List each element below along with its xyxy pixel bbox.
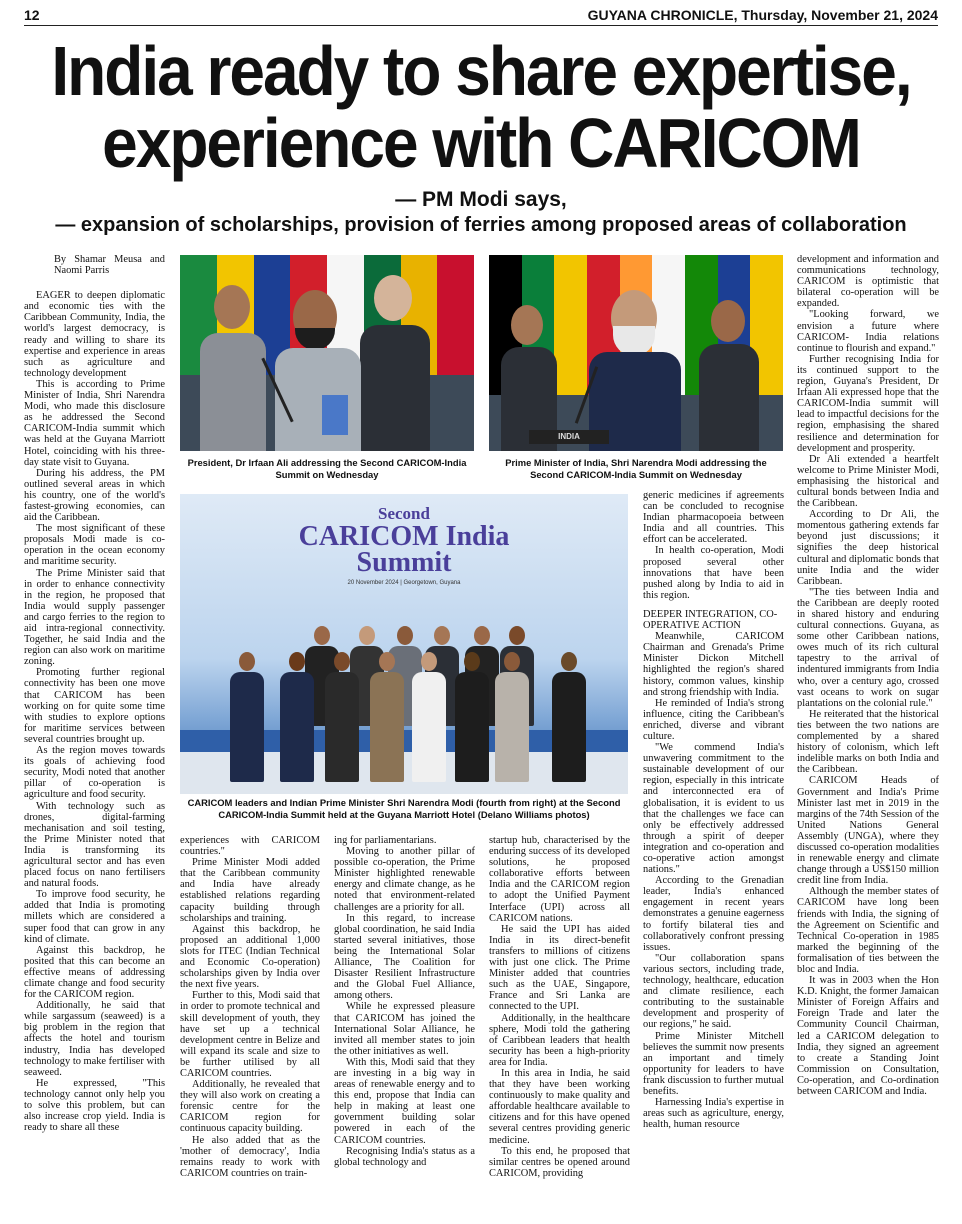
paragraph: Dr Ali extended a heartfelt welcome to Prime Minister Modi, emphasising the historical and cultural bonds between India and the Caribbean. <box>797 453 939 510</box>
paragraph: Moving to another pillar of possible co-operation, the Prime Minister highlighted renewable energy and climate change, as he noted that environment-related challenges are a priority for all. <box>334 846 475 913</box>
paragraph: According to Dr Ali, the momentous gathering extends far beyond just discussions; it signifies the deep historical cultural and diplomatic bonds that unite India and the wider Caribbean. <box>797 509 939 587</box>
paragraph: The most significant of these proposals Modi made is co-operation in the ocean economy and maritime security. <box>24 523 165 568</box>
paragraph: He said the UPI has aided India in its direct-benefit transfers to millions of citizens with just one click. The Prime Minister added that countries such as the UAE, Singapore, France and Sri Lanka are connected to the UPI. <box>489 923 630 1013</box>
paragraph: Recognising India's status as a global technology and <box>334 1145 475 1168</box>
paragraph: In health co-operation, Modi proposed several other innovations that have been pushed along by India to aid in this region. <box>643 545 784 601</box>
subhead-line-1: — PM Modi says, <box>395 188 567 211</box>
paragraph: To improve food security, he added that India is promoting millets which are considered a super food that can grow in any kind of climate. <box>24 889 165 945</box>
paragraph: To this end, he proposed that similar centres be opened around CARICOM, providing <box>489 1145 630 1179</box>
paragraph: "The ties between India and the Caribbean are deeply rooted in shared history and enduring cultural connections. Guyana, as some other Caribbean nations, owes much of its rich cultural tapestry to the arrival of indentured immigrants from India who, over a century ago, crossed vast oceans to work on sugar plantations on the colonial rule." <box>797 586 939 709</box>
paragraph: generic medicines if agreements can be concluded to recognise Indian pharmacopoeia between India and all countries. This effort can be accelerated. <box>643 490 784 546</box>
column-1-body <box>24 290 165 1133</box>
paragraph: Additionally, he revealed that they will also work on creating a forensic centre for the CARICOM region for continuous capacity building. <box>180 1079 320 1135</box>
backdrop-summit: Summit <box>356 547 452 578</box>
caption-president-ali: President, Dr Irfaan Ali addressing the Second CARICOM-India Summit on Wednesday <box>187 457 467 480</box>
paragraph: Prime Minister Modi added that the Caribbean community and India have already established relations regarding capacity building through scholarships and training. <box>180 857 320 924</box>
paragraph: Additionally, in the healthcare sphere, Modi told the gathering of Caribbean leaders that health security has been a high-priority area for India. <box>489 1012 630 1068</box>
paragraph: Against this backdrop, he proposed an additional 1,000 slots for ITEC (Indian Technical and Economic Co-operation) scholarships given by India over the next five years. <box>180 923 320 991</box>
paragraph: Promoting further regional connectivity has been one move that CARICOM has been working on for quite some time with studies to explore options for maritime services between several countries brought up. <box>24 667 165 745</box>
article-column-5 <box>797 254 939 1218</box>
article-column-4-upper <box>643 490 784 1218</box>
article-column-3 <box>334 835 475 1218</box>
paragraph: According to the Grenadian leader, India's enhanced engagement in recent years demonstrates a genuine eagerness to fortify bilateral ties and collaboratively confront pressing issues. <box>643 875 784 953</box>
backdrop-caricom-india: CARICOM India <box>298 521 510 552</box>
paragraph: He reminded of India's strong influence, citing the Caribbean's enriched, diverse and vibrant culture. <box>643 697 784 742</box>
paragraph: Harnessing India's expertise in areas such as agriculture, energy, health, human resource <box>643 1097 784 1131</box>
photo-pm-modi <box>489 255 783 451</box>
backdrop-date: 20 November 2024 | Georgetown, Guyana <box>347 580 461 586</box>
paragraph: Prime Minister Mitchell believes the summit now presents an important and timely opportunity for leaders to have frank discussion to further mutual benefits. <box>643 1030 784 1097</box>
paragraph: Further recognising India for its continued support to the region, Guyana's President, Dr Irfaan Ali expressed hope that the CARICOM-India summit will lead to impactful decisions for the region, emphasising the shared resilience and determination for development and prosperity. <box>797 353 939 454</box>
page-number: 12 <box>24 7 40 23</box>
byline: By Shamar Meusa and Naomi Parris <box>54 254 165 277</box>
article-column-2 <box>180 835 320 1218</box>
paragraph: In this regard, to increase global coordination, he said India started several initiatives, those being the International Solar Alliance, The Coalition for Disaster Resilient Infrastructure and the Global Fuel Alliance, among others. <box>334 912 475 1002</box>
paragraph: In this area in India, he said that they have been working continuously to make quality and affordable healthcare available to citizens and for this have opened several centres providing generic medicine. <box>489 1067 630 1146</box>
paragraph: The Prime Minister said that in order to enhance connectivity in the region, he proposed that India would supply passenger and cargo ferries to the region to aid intra-regional connectivity. Together, he said India and the region can also work on maritime zoning. <box>24 567 165 668</box>
article-column-4-lower <box>489 835 630 1218</box>
article-column-1 <box>24 254 165 1218</box>
paragraph: He reiterated that the historical ties between the two nations are complemented by a shared history of colonism, which left indelible marks on both India and the Caribbean. <box>797 708 939 776</box>
group-of-leaders <box>180 494 628 794</box>
paragraph: Against this backdrop, he posited that this can become an effective means of addressing climate change and food security for the CARICOM region. <box>24 944 165 1001</box>
edition-line: GUYANA CHRONICLE, Thursday, November 21, 2024 <box>587 7 938 23</box>
paragraph: He expressed, "This technology cannot only help you to solve this problem, but can also increase crop yield. India is ready to share all these <box>24 1077 165 1134</box>
caption-group-summit: CARICOM leaders and Indian Prime Minister Shri Narendra Modi (fourth from right) at the Second CARICOM-India Summit held at the Guyana Marriott Hotel (Delano Williams photos) <box>187 797 621 820</box>
paragraph: startup hub, characterised by the enduring success of its developed solutions, he proposed collaborative efforts between India and the CARICOM region to adopt the Unified Payment Interface (UPI) across all CARICOM nations. <box>489 835 630 924</box>
paragraph: Additionally, he said that while sargassum (seaweed) is a big problem in the region that affects the hotel and tourism industry, India has developed technology to make fertiliser with seaweed. <box>24 1000 165 1078</box>
paragraph: ing for parliamentarians. <box>334 835 437 846</box>
paragraph: CARICOM Heads of Government and India's Prime Minister last met in 2019 in the margins of the 74th Session of the United Nations General Assembly (UNGA), where they discussed co-operation modalities in renewable energy and climate change through a US$150 million credit line from India. <box>797 775 939 887</box>
paragraph: With this, Modi said that they are investing in a big way in areas of renewable energy and to this end, propose that India can help in making at least one government building solar powered in each of the CARICOM countries. <box>334 1056 475 1146</box>
page-header <box>24 6 938 26</box>
backdrop-second: Second <box>378 504 430 523</box>
headline-line-2: experience with CARICOM <box>102 104 860 182</box>
paragraph: It was in 2003 when the Hon K.D. Knight, the former Jamaican Minister of Foreign Affairs and Foreign Trade and later the Community Council Chairman, led a CARICOM delegation to India, they signed an agreement to create a Standing Joint Commission on Consultation, Co-operation, and Co-ordination between CARICOM and India. <box>797 975 939 1098</box>
paragraph: He also added that as the 'mother of democracy', India remains ready to work with CARICOM countries on train- <box>180 1134 320 1179</box>
paragraph: During his address, the PM outlined several areas in which his country, one of the world's fastest-growing economies, can aid the Caribbean. <box>24 467 165 524</box>
paragraph: While he expressed pleasure that CARICOM has joined the International Solar Alliance, he invited all member states to join the other initiatives as well. <box>334 1001 475 1057</box>
subhead-line-2: — expansion of scholarships, provision of ferries among proposed areas of collaboration <box>55 214 907 236</box>
paragraph: "Looking forward, we envision a future where CARICOM- India relations continue to flourish and expand." <box>797 309 939 354</box>
paragraph: This is according to Prime Minister of India, Shri Narendra Modi, who made this disclosure as he addressed the Second CARICOM-India summit which was held at the Guyana Marriott Hotel, coinciding with his three-day state visit to Guyana. <box>24 378 165 468</box>
photo-president-ali <box>180 255 474 451</box>
headline-line-1: India ready to share expertise, <box>51 32 911 110</box>
caption-pm-modi: Prime Minister of India, Shri Narendra Modi addressing the Second CARICOM-India Summit on Wednesday <box>505 457 767 480</box>
paragraph: With technology such as drones, digital-farming mechanisation and soil testing, the Prime Minister noted that India is transforming its agricultural sector and has even placed focus on nano fertilisers and natural foods. <box>24 800 165 890</box>
paragraph: "Our collaboration spans various sectors, including trade, technology, healthcare, education and climate resilience, each contributing to the sustainable development and prosperity of our regions," he said. <box>643 952 784 1031</box>
paragraph: experiences with CARICOM countries." <box>180 835 320 858</box>
paragraph: Although the member states of CARICOM have long been friends with India, the signing of the Agreement on Scientific and Technical Co-operation in 1985 marked the beginning of the formalisation of ties between the bloc and India. <box>797 886 939 975</box>
photo-group-summit <box>180 494 628 794</box>
paragraph: As the region moves towards its goals of achieving food security, Modi noted that another pillar of co-operation is agriculture and food security. <box>24 745 165 801</box>
paragraph: development and information and communications technology, CARICOM is optimistic that bilateral co-operation will be expanded. <box>797 254 939 310</box>
paragraph: Further to this, Modi said that in order to promote technical and skill development of youth, they have set up a technical development centre in Belize and will expand its scale and size to be further utilised by all CARICOM countries. <box>180 990 320 1079</box>
paragraph: EAGER to deepen diplomatic and economic ties with the Caribbean Community, India, the world's largest democracy, is ready and willing to share its expertise and experience in areas such as agriculture and technology development <box>24 290 165 379</box>
paragraph: Meanwhile, CARICOM Chairman and Grenada's Prime Minister Dickon Mitchell highlighted the region's shared history, common values, kinship and strong friendship with India. <box>643 631 784 698</box>
nameplate: INDIA <box>529 430 609 444</box>
section-subhead: DEEPER INTEGRATION, CO-OPERATIVE ACTION <box>643 608 778 632</box>
paragraph: "We commend India's unwavering commitment to the sustainable development of our region, especially in this intricate and interconnected era of globalisation, it is evident to us that the challenges we face can only be effectively addressed through a spirit of deeper integration and co-operation and co-operative action amongst nations." <box>643 742 784 876</box>
